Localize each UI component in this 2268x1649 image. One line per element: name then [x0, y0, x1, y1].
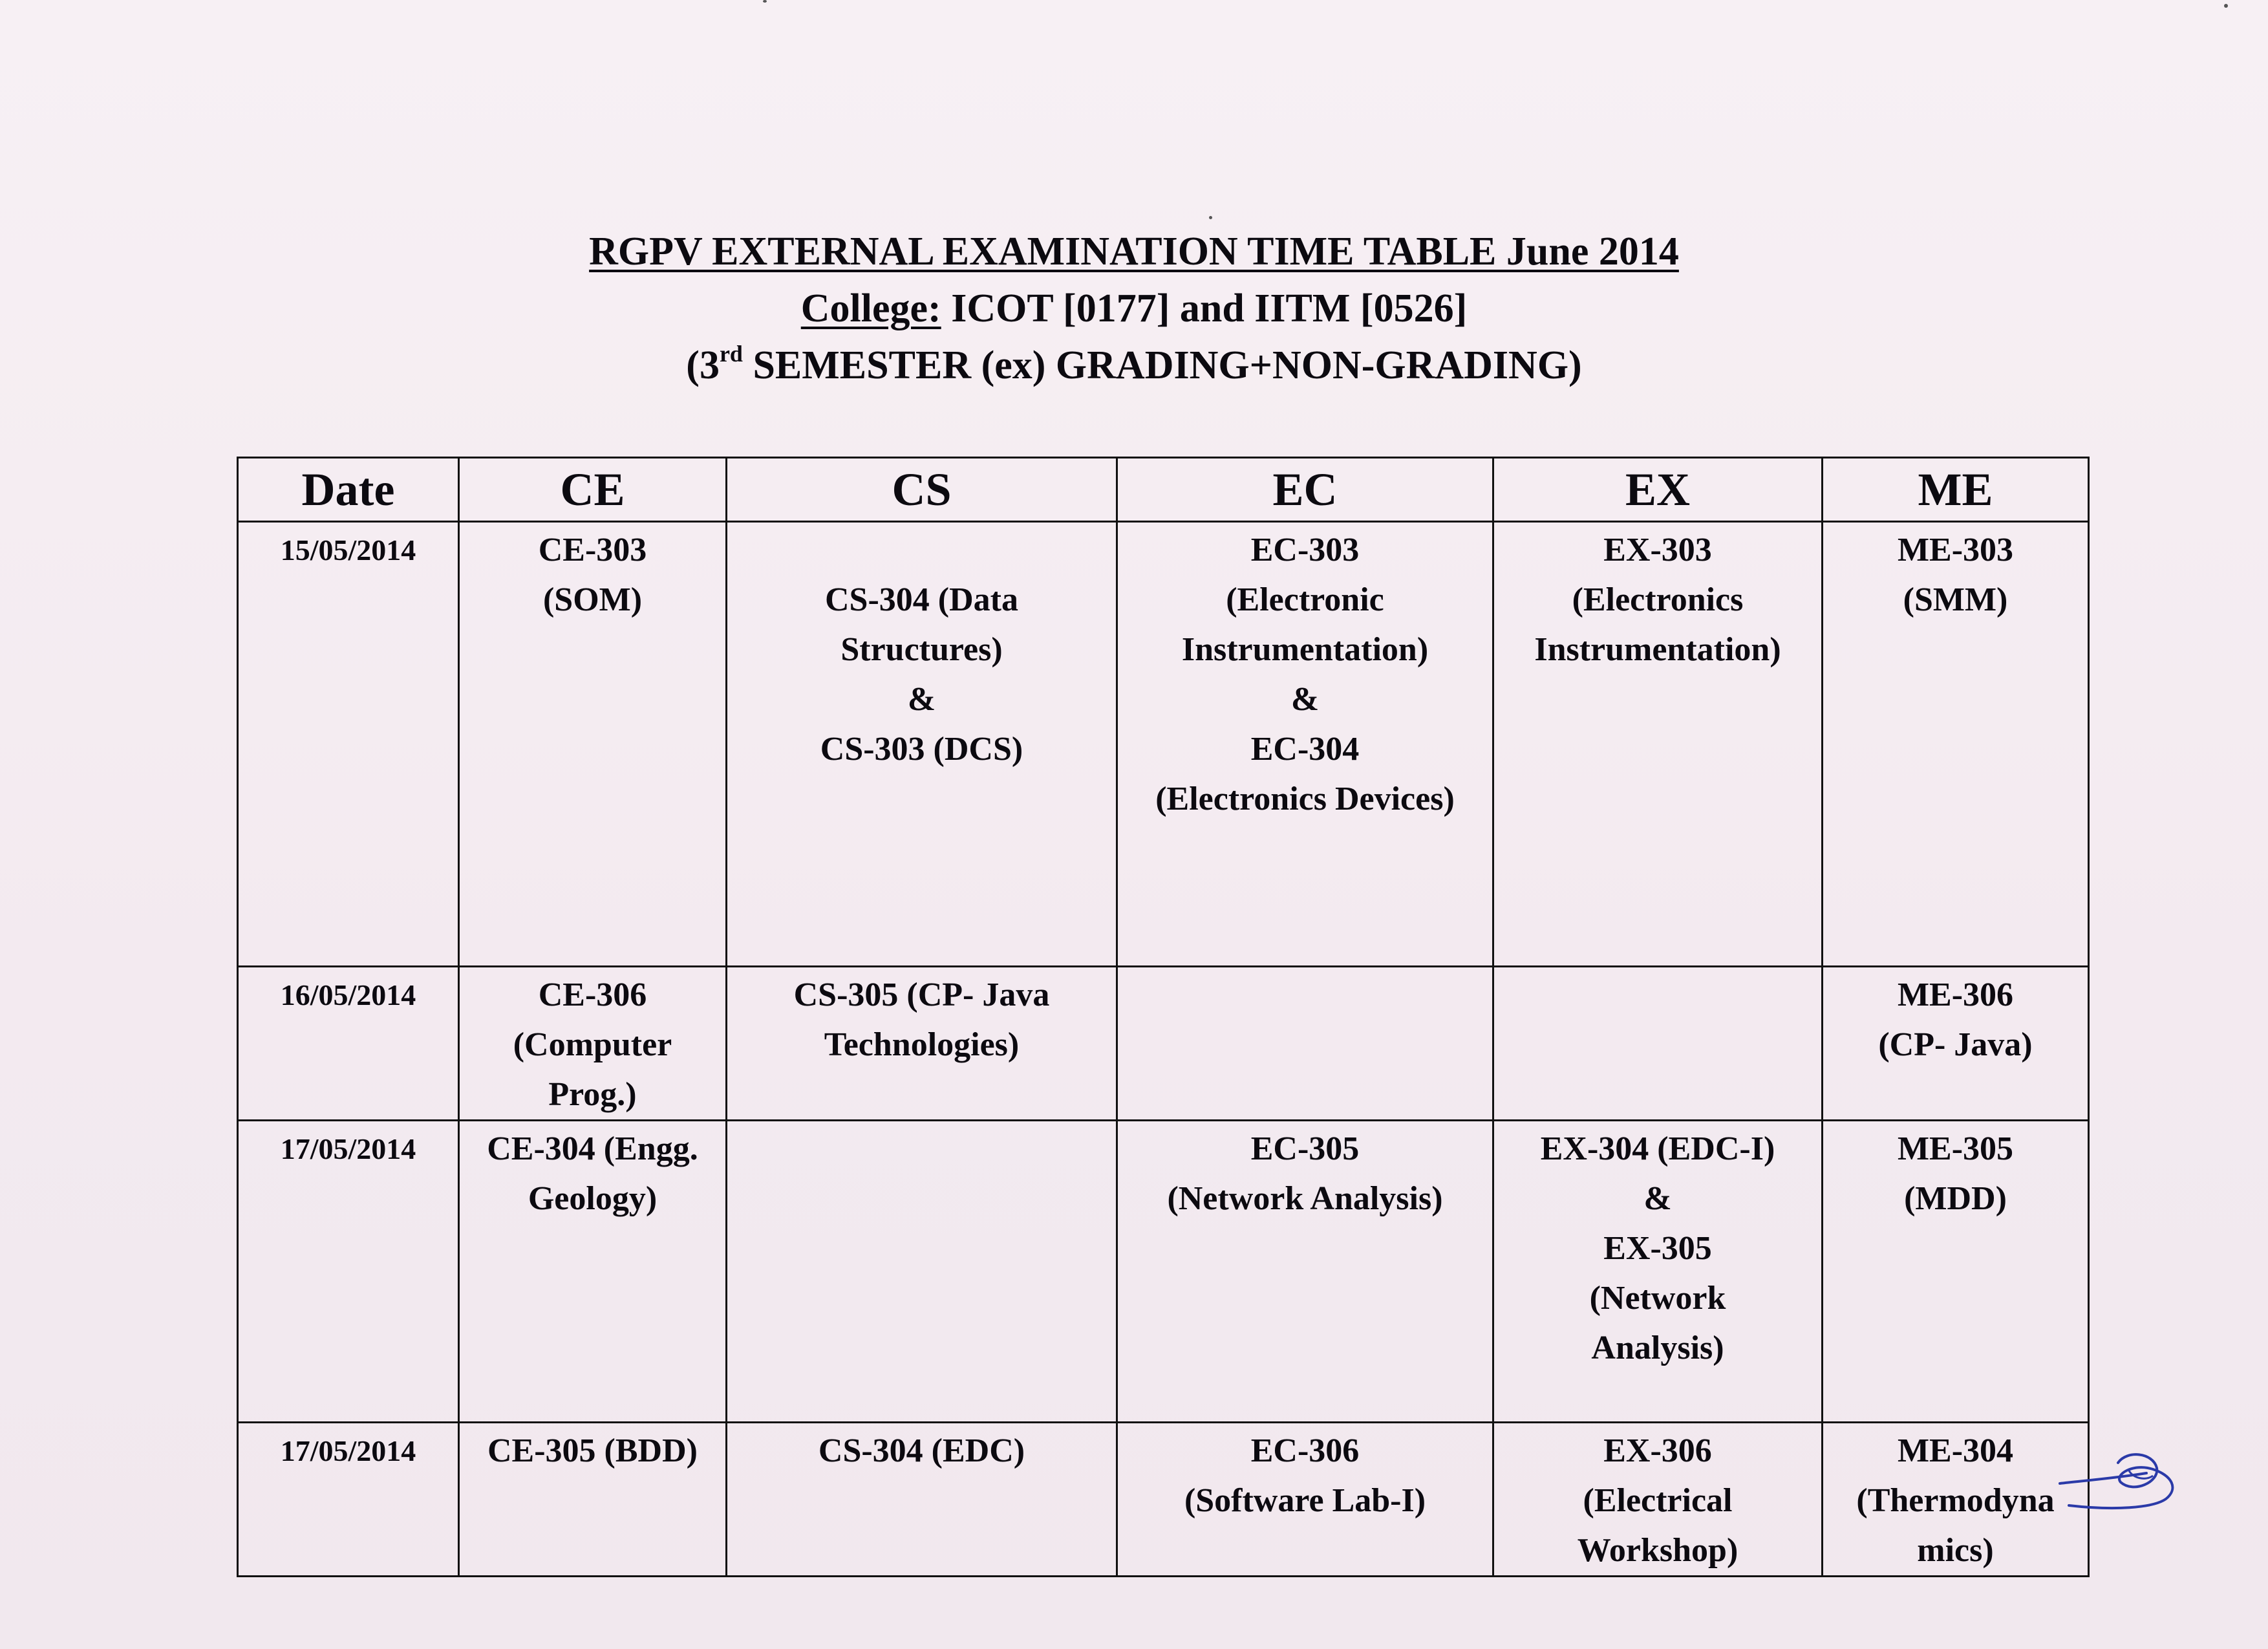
cell-line: CE-305 (BDD) [487, 1432, 698, 1469]
signature-scribble [2056, 1443, 2185, 1514]
ex-cell [1493, 1121, 1823, 1423]
column-header-ec: EC [1117, 458, 1493, 522]
cell-line: (Electronics [1572, 581, 1744, 618]
semester-prefix: (3 [686, 343, 720, 387]
cell-line: EX-305 [1603, 1230, 1712, 1267]
document-heading [0, 223, 2268, 394]
ec-cell [1117, 967, 1493, 1121]
me-cell [1823, 522, 2089, 967]
cell-line: EC-306 [1250, 1432, 1360, 1469]
column-header-ex: EX [1493, 458, 1823, 522]
college-value: ICOT [0177] and IITM [0526] [941, 286, 1468, 330]
table-row [238, 1121, 2089, 1423]
cell-line: Structures) [840, 631, 1003, 668]
cell-line: (Software Lab-I) [1184, 1482, 1426, 1519]
me-cell [1823, 1121, 2089, 1423]
scan-speck [1209, 216, 1212, 219]
cell-line: ME-305 [1897, 1130, 2014, 1167]
cell-line: CS-304 (EDC) [818, 1432, 1025, 1469]
cell-line: EX-304 (EDC-I) [1540, 1130, 1775, 1167]
cell-line: & [1643, 1180, 1672, 1217]
date-cell: 17/05/2014 [238, 1423, 459, 1577]
cell-line: Technologies) [824, 1026, 1020, 1063]
cs-cell [727, 1121, 1117, 1423]
me-cell [1823, 967, 2089, 1121]
document-title: RGPV EXTERNAL EXAMINATION TIME TABLE June 2014 [589, 230, 1679, 274]
date-cell: 16/05/2014 [238, 967, 459, 1121]
cell-line: EC-303 [1250, 532, 1360, 568]
cell-line: (CP- Java) [1878, 1026, 2033, 1063]
cell-line: EC-305 [1250, 1130, 1360, 1167]
ce-cell [459, 522, 727, 967]
cell-line: Workshop) [1577, 1532, 1738, 1569]
cell-line: EC-304 [1250, 731, 1360, 768]
column-header-ce: CE [459, 458, 727, 522]
semester-suffix: SEMESTER (ex) GRADING+NON-GRADING) [742, 343, 1582, 387]
cell-line: (Network Analysis) [1167, 1180, 1443, 1217]
ce-cell [459, 1423, 727, 1577]
cell-line: (MDD) [1904, 1180, 2007, 1217]
ex-cell [1493, 967, 1823, 1121]
cs-cell [727, 967, 1117, 1121]
scan-speck [2224, 4, 2228, 8]
cell-line: ME-306 [1897, 976, 2014, 1013]
table-row [238, 967, 2089, 1121]
cell-line: (SOM) [542, 581, 643, 618]
column-header-cs: CS [727, 458, 1117, 522]
college-label: College: [800, 286, 941, 330]
semester-line [0, 337, 2268, 394]
cell-line: (Thermodyna [1856, 1482, 2055, 1519]
cell-line: CS-303 (DCS) [820, 731, 1023, 768]
cell-line: Geology) [528, 1180, 658, 1217]
cs-cell [727, 522, 1117, 967]
cell-line: Prog.) [548, 1076, 637, 1113]
cell-line: Instrumentation) [1181, 631, 1429, 668]
ex-cell [1493, 1423, 1823, 1577]
cs-cell [727, 1423, 1117, 1577]
cell-line: & [907, 681, 936, 718]
cell-line: ME-303 [1897, 532, 2014, 568]
ex-cell [1493, 522, 1823, 967]
me-cell [1823, 1423, 2089, 1577]
cell-line: EX-303 [1603, 532, 1712, 568]
header-row [238, 458, 2089, 522]
cell-line: (SMM) [1903, 581, 2008, 618]
cell-line: Instrumentation) [1534, 631, 1781, 668]
date-cell: 15/05/2014 [238, 522, 459, 967]
ce-cell [459, 1121, 727, 1423]
cell-line: CS-305 (CP- Java [793, 976, 1050, 1013]
title-line [0, 223, 2268, 280]
cell-line: (Electronic [1226, 581, 1384, 618]
cell-line: CS-304 (Data [825, 581, 1018, 618]
ec-cell [1117, 522, 1493, 967]
table-row [238, 1423, 2089, 1577]
table-row [238, 522, 2089, 967]
cell-line: mics) [1917, 1532, 1994, 1569]
cell-line: (Network [1589, 1280, 1726, 1317]
column-header-date: Date [238, 458, 459, 522]
scan-speck [763, 0, 767, 3]
semester-superscript: rd [719, 341, 743, 367]
college-line [0, 280, 2268, 337]
date-cell: 17/05/2014 [238, 1121, 459, 1423]
ce-cell [459, 967, 727, 1121]
cell-line: ME-304 [1897, 1432, 2014, 1469]
cell-line: (Computer [513, 1026, 672, 1063]
cell-line: CE-304 (Engg. [487, 1130, 698, 1167]
cell-line: CE-303 [538, 532, 647, 568]
cell-line: (Electrical [1583, 1482, 1733, 1519]
cell-line: (Electronics Devices) [1155, 781, 1455, 817]
column-header-me: ME [1823, 458, 2089, 522]
cell-line: EX-306 [1603, 1432, 1712, 1469]
cell-line: & [1290, 681, 1320, 718]
ec-cell [1117, 1121, 1493, 1423]
ec-cell [1117, 1423, 1493, 1577]
cell-line: CE-306 [538, 976, 647, 1013]
cell-line: Analysis) [1591, 1330, 1724, 1366]
timetable [237, 457, 2090, 1577]
